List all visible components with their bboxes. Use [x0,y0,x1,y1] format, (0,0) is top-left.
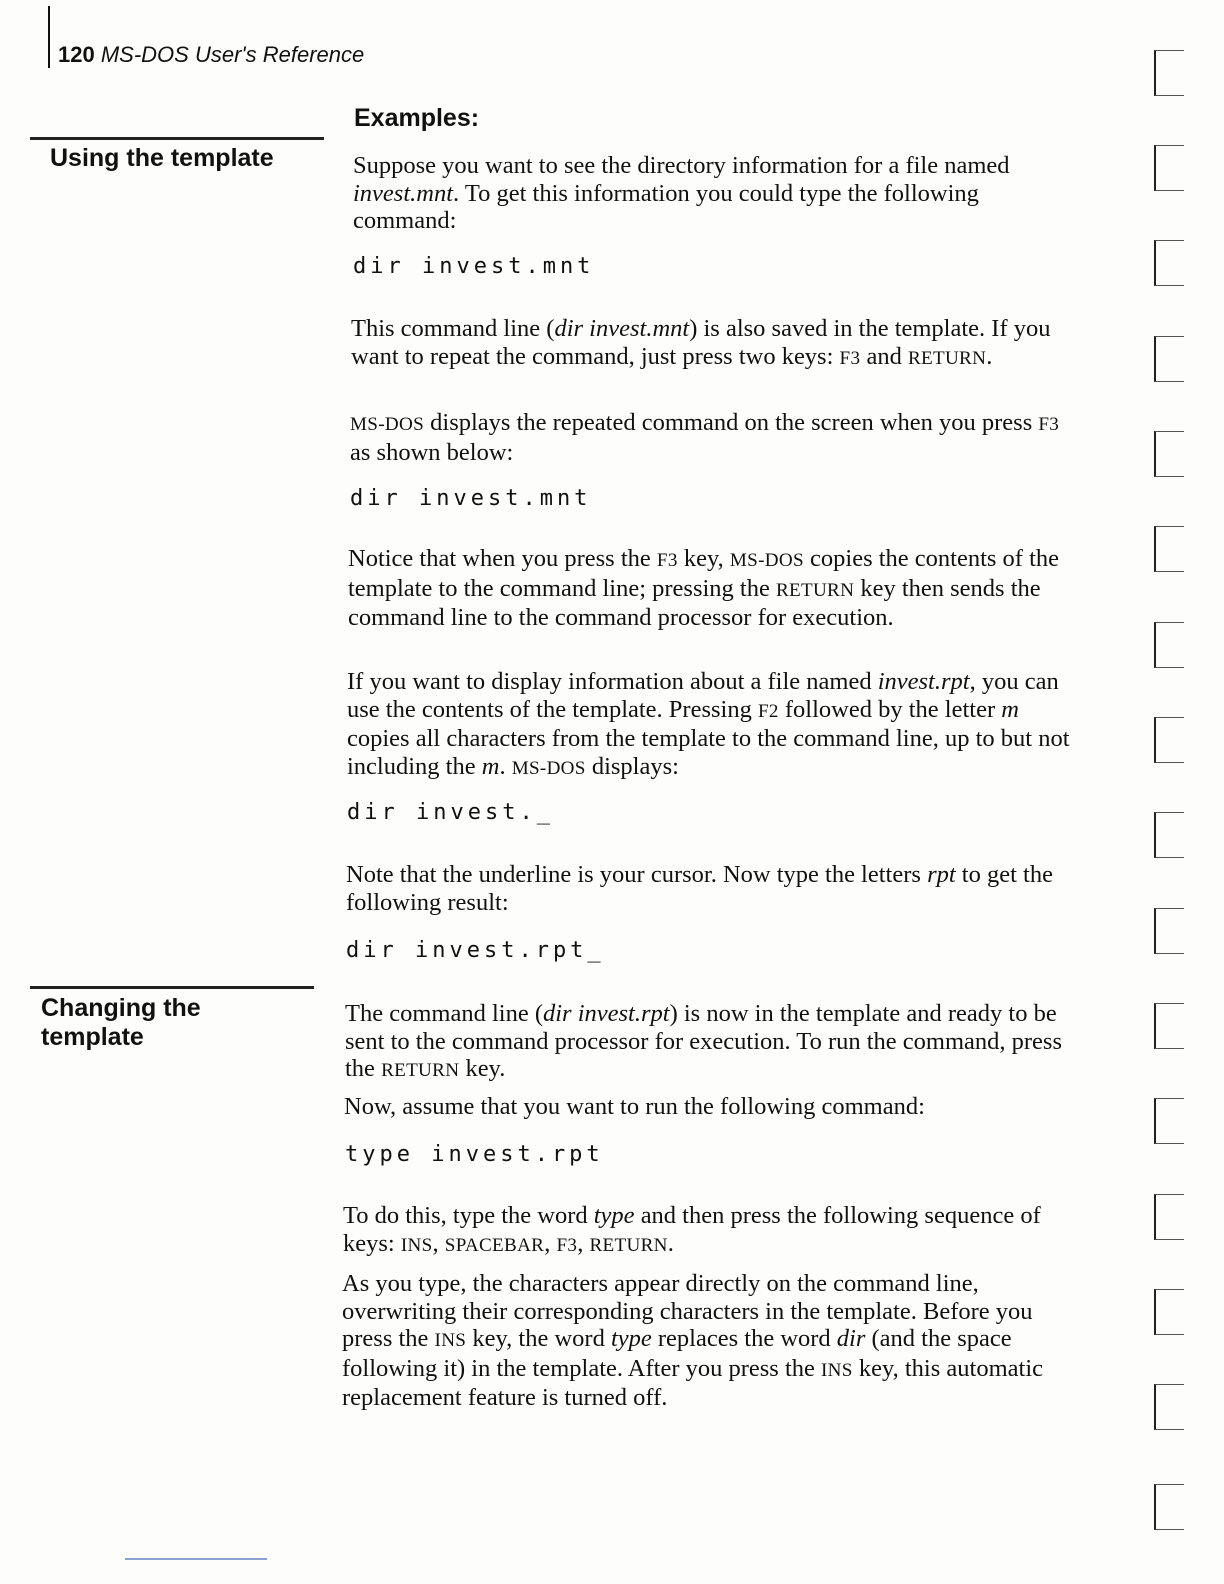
paragraph-3: MS-DOS displays the repeated command on the screen when you press F3 as shown below: [350,409,1060,466]
thumb-tab-16 [1154,1484,1184,1530]
bottom-rule [125,1558,267,1560]
side-rule-1 [30,137,324,140]
header-rule [48,6,50,68]
thumb-tab-8 [1154,717,1184,763]
thumb-tab-4 [1154,336,1184,382]
thumb-tab-6 [1154,526,1184,572]
thumb-tab-9 [1154,812,1184,858]
side-head-line-2: template [41,1023,144,1051]
thumb-tab-2 [1154,145,1184,191]
code-line-5: type invest.rpt [345,1142,604,1167]
side-rule-2 [30,986,314,989]
paragraph-8: Now, assume that you want to run the following command: [344,1093,925,1120]
paragraph-9: To do this, type the word type and then press the following sequence of keys: INS, SPACEBAR, F3, RETURN. [343,1202,1041,1257]
side-head-changing-template [41,994,201,1052]
code-line-1: dir invest.mnt [353,254,595,279]
code-line-3: dir invest._ [347,800,554,825]
code-line-2: dir invest.mnt [350,486,592,511]
thumb-tab-3 [1154,240,1184,286]
paragraph-7: The command line (dir invest.rpt) is now in the template and ready to be sent to the command processor for execution. To run the command, press the RETURN key. [345,1000,1062,1082]
side-head-using-template: Using the template [50,144,274,172]
thumb-tab-13 [1154,1194,1184,1240]
thumb-tab-10 [1154,908,1184,954]
thumb-tab-15 [1154,1384,1184,1430]
code-line-4: dir invest.rpt_ [346,938,605,963]
thumb-tab-1 [1154,50,1184,96]
thumb-tab-11 [1154,1003,1184,1049]
thumb-tab-5 [1154,431,1184,477]
thumb-tab-14 [1154,1289,1184,1335]
paragraph-6: Note that the underline is your cursor. Now type the letters rpt to get the following result: [346,861,1053,916]
side-head-line-1: Changing the [41,994,201,1022]
running-head [58,42,364,68]
book-title: MS-DOS User's Reference [100,42,365,67]
page-number: 120 [58,42,95,67]
paragraph-1: Suppose you want to see the directory information for a file named invest.mnt. To get this information you could type the following command: [353,152,1010,234]
paragraph-4: Notice that when you press the F3 key, MS-DOS copies the contents of the template to the command line; pressing the RETURN key then sends the command line to the command processor for execution. [348,545,1060,631]
paragraph-5: If you want to display information about a file named invest.rpt, you can use the contents of the template. Pressing F2 followed by the letter m copies all characters from the template to the command line, up to but not including the m. MS-DOS displays: [347,668,1070,780]
thumb-tab-7 [1154,622,1184,668]
paragraph-2: This command line (dir invest.mnt) is also saved in the template. If you want to repeat the command, just press two keys: F3 and RETURN. [351,315,1051,370]
examples-heading: Examples: [354,104,480,132]
thumb-tab-12 [1154,1098,1184,1144]
paragraph-10: As you type, the characters appear directly on the command line, overwriting their corresponding characters in the template. Before you press the INS key, the word type replaces the word dir (and the space following it) in the template. After you press the INS key, this automatic replacement feature is turned off. [342,1270,1044,1411]
